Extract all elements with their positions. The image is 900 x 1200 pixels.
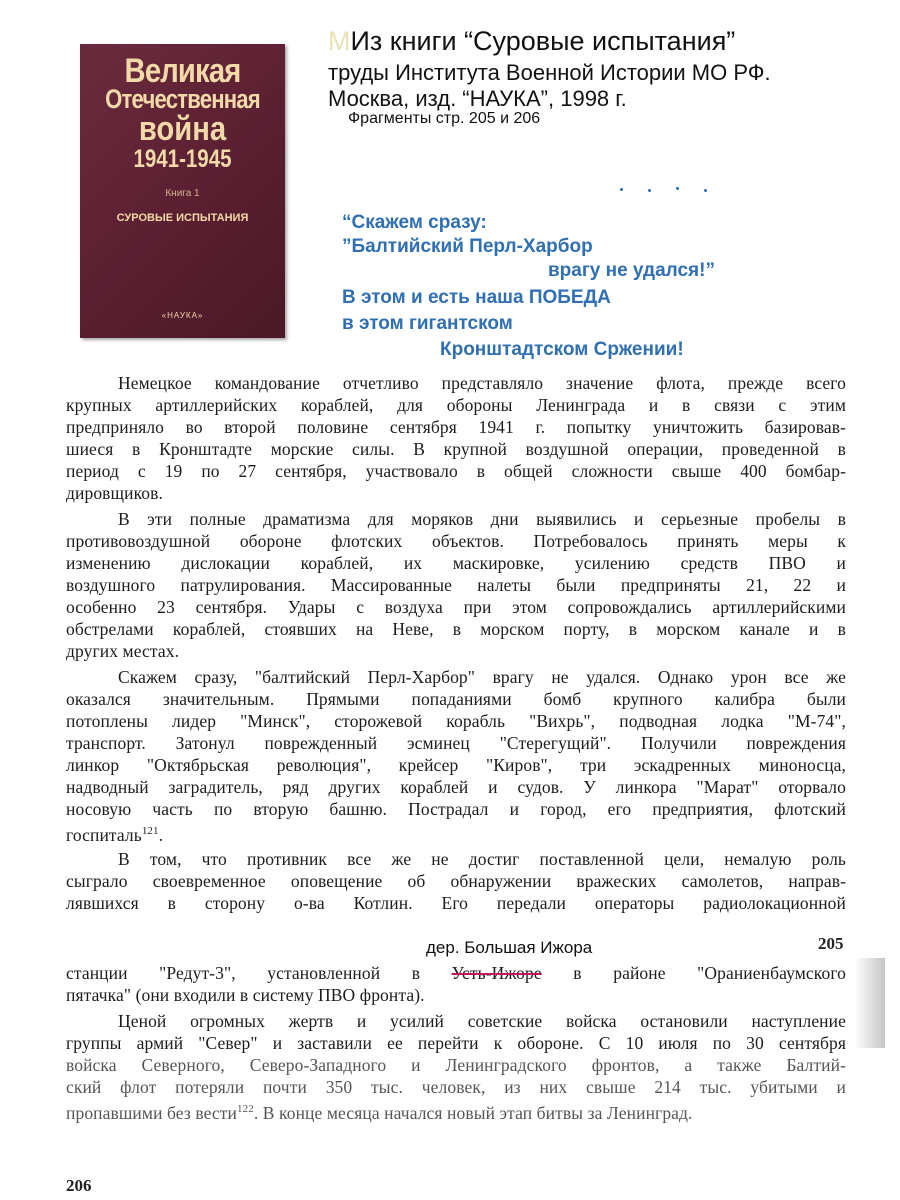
cover-title-line-1: Великая xyxy=(124,52,241,90)
p1-line: шиеся в Кронштадте морские силы. В крупной воздушной операции, проведенной в xyxy=(66,439,846,459)
cover-publisher: «НАУКА» xyxy=(161,311,204,320)
p206-line-1-before: станции "Редут-3", установленной в xyxy=(66,963,452,983)
p2-line: других местах. xyxy=(66,641,180,661)
p206-last-before: пропавшими без вести xyxy=(66,1102,238,1123)
p1-line: предприняло во второй половине сентября 1941 г. попытку уничтожить базировав- xyxy=(66,417,846,437)
quote-line-5: в этом гигантском xyxy=(342,313,513,334)
p206-line-2: пятачка" (они входили в систему ПВО фронта). xyxy=(66,985,425,1005)
p206-para-line: войска Северного, Северо-Западного и Ленинградского фронтов, а также Балтий- xyxy=(66,1055,846,1075)
citation-line-1: Из книги “Суровые испытания” xyxy=(350,26,736,56)
p2-line: воздушного патрулирования. Массированные налеты были предприняты 21, 22 и xyxy=(66,575,846,595)
footnote-ref: 121 xyxy=(141,825,159,837)
cover-title-line-3: война xyxy=(138,110,227,148)
p3-line: Скажем сразу, "балтийский Перл-Харбор" врагу не удался. Однако урон все же xyxy=(118,667,846,687)
citation-line-2: труды Института Военной Истории МО РФ. xyxy=(328,60,771,85)
book-cover-image xyxy=(80,44,285,338)
decorative-dots xyxy=(620,186,710,192)
cover-title-line-2: Отечественная xyxy=(105,84,260,114)
p206-line-1-after: в районе "Ораниенбаумского xyxy=(541,963,847,983)
p1-line: Немецкое командование отчетливо представляло значение флота, прежде всего xyxy=(118,373,846,393)
quote-line-4: В этом и есть наша ПОБЕДА xyxy=(342,287,611,308)
p3-line: линкор "Октябрьская революция", крейсер "Киров", три эскадренных миноносца, xyxy=(66,755,846,775)
margin-annotation: дер. Большая Ижора xyxy=(426,938,593,957)
p3-line: оказался значительным. Прямыми попаданиями бомб крупного калибра были xyxy=(66,689,846,709)
p3-line: надводный заградитель, ряд других кораблей и судов. У линкора "Марат" оторвало xyxy=(66,777,846,797)
citation-line-4: Фрагменты стр. 205 и 206 xyxy=(348,110,541,127)
p206-para-line: Ценой огромных жертв и усилий советские войска остановили наступление xyxy=(118,1011,846,1031)
cover-title-years: 1941-1945 xyxy=(133,145,232,173)
p4-line: лявшихся в сторону о-ва Котлин. Его передали операторы радиолокационной xyxy=(66,893,846,913)
p1-line: период с 19 по 27 сентября, участвовало в общей сложности свыше 400 бомбар- xyxy=(66,461,846,481)
cover-volume: Книга 1 xyxy=(165,188,200,199)
citation-title xyxy=(328,26,735,57)
p206-para-line: ский флот потеряли почти 350 тыс. человек, из них свыше 214 тыс. убитыми и xyxy=(66,1077,846,1097)
p206-last-after: . В конце месяца начался новый этап битвы за Ленинград. xyxy=(253,1102,693,1123)
p4-line: В том, что противник все же не достиг поставленной цели, немалую роль xyxy=(118,849,846,869)
page-number-205: 205 xyxy=(818,934,844,953)
p3-line: транспорт. Затонул поврежденный эсминец "Стерегущий". Получили повреждения xyxy=(66,733,846,753)
footnote-ref-2: 122 xyxy=(237,1103,254,1115)
p206-last-line xyxy=(66,1098,846,1124)
quote-line-3: врагу не удался!” xyxy=(548,260,715,281)
scan-shadow xyxy=(855,958,885,1048)
p2-line: особенно 23 сентября. Удары с воздуха при этом сопровождались артиллерийскими xyxy=(66,597,846,617)
p3-line: носовую часть по вторую башню. Пострадал и город, его предприятия, флотский xyxy=(66,799,846,819)
p3-last-line: госпиталь$^{121}$. xyxy=(66,824,164,845)
citation-line-3: Москва, изд. “НАУКА”, 1998 г. xyxy=(328,86,627,111)
p206-para-line: группы армий "Север" и заставили ее перейти к обороне. С 10 июля по 30 сентября xyxy=(66,1033,846,1053)
p3-last-text: госпиталь xyxy=(66,824,142,845)
p2-line: изменению дислокации кораблей, их маскировке, усилению средств ПВО и xyxy=(66,553,846,573)
p2-line: обстрелами кораблей, стоявших на Неве, в морском порту, в морском канале и в xyxy=(66,619,846,639)
p2-line: В эти полные драматизма для моряков дни выявились и серьезные пробелы в xyxy=(118,509,846,529)
page-number-206: 206 xyxy=(66,1176,92,1195)
p1-line: крупных артиллерийских кораблей, для обороны Ленинграда и в связи с этим xyxy=(66,395,846,415)
p3-line: потоплены лидер "Минск", сторожевой корабль "Вихрь", подводная лодка "М-74", xyxy=(66,711,846,731)
quote-line-2: ”Балтийский Перл-Харбор xyxy=(342,236,593,257)
quote-line-1: “Скажем сразу: xyxy=(342,212,487,233)
struck-place-name: Усть-Ижоре xyxy=(451,963,542,983)
cover-subtitle: СУРОВЫЕ ИСПЫТАНИЯ xyxy=(116,212,249,224)
p1-line: дировщиков. xyxy=(66,483,163,503)
p2-line: противовоздушной обороне флотских объектов. Потребовалось принять меры к xyxy=(66,531,846,551)
citation-mark: М xyxy=(328,26,351,56)
p206-line-1 xyxy=(66,962,846,984)
p4-line: сыграло своевременное оповещение об обнаружении вражеских самолетов, направ- xyxy=(66,871,846,891)
quote-line-6: Кронштадтском Сржении! xyxy=(440,339,684,360)
